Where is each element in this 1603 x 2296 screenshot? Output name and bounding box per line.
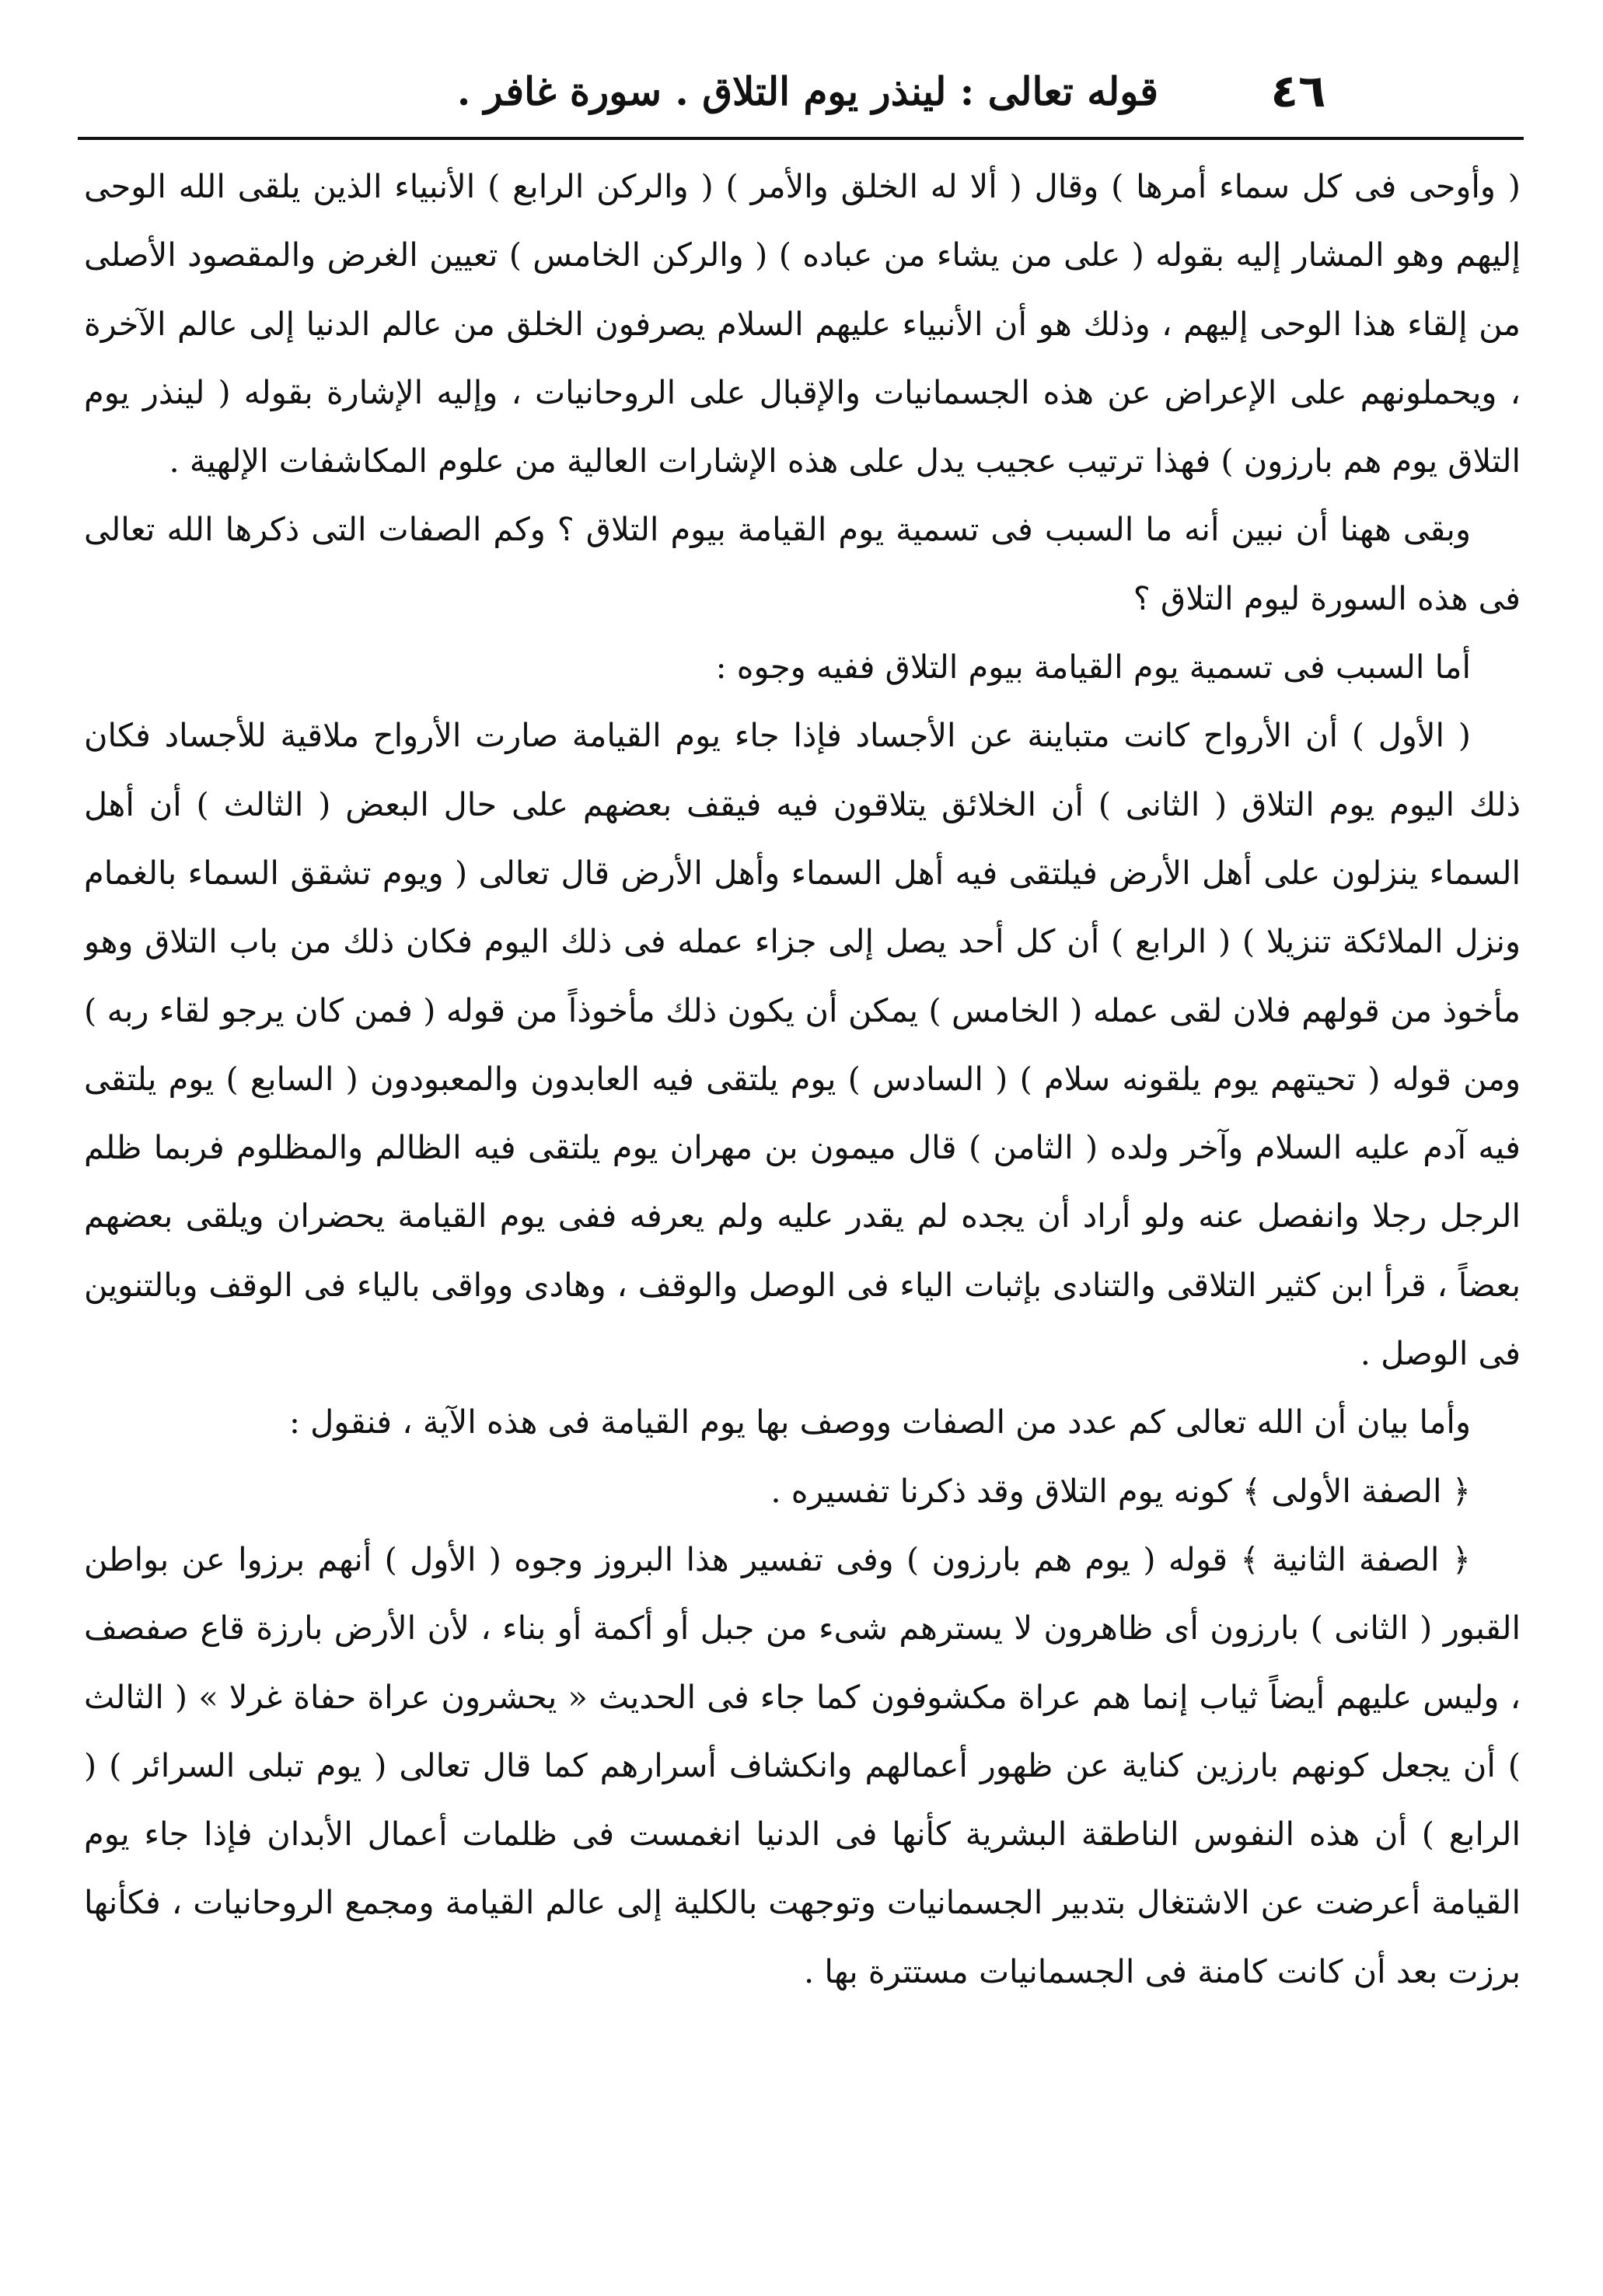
page-number: ٤٦: [1270, 65, 1326, 117]
paragraph: ﴿ الصفة الأولى ﴾ كونه يوم التلاق وقد ذكرنا تفسيره .: [770, 1471, 1471, 1510]
paragraph: ( وأوحى فى كل سماء أمرها ) وقال ( ألا له الخلق والأمر ) ( والركن الرابع ) الأنبياء الذين يلقى الله الوحى إليهم وهو المشار إليه بقوله ( على من يشاء من عباده ) ( والركن الخامس ) تعيين الغرض والمقصود الأصلى من إلقاء هذا الوحى إليهم ، وذلك هو أن الأنبياء عليهم السلام يصرفون الخلق من عالم الدنيا إلى عالم الآخرة ، ويحملونهم على الإعراض عن هذه الجسمانيات والإقبال على الروحانيات ، وإليه الإشارة بقوله ( لينذر يوم التلاق يوم هم بارزون ) فهذا ترتيب عجيب يدل على هذه الإشارات العالية من علوم المكاشفات الإلهية .: [84, 167, 1521, 481]
paragraph: ( الأول ) أن الأرواح كانت متباينة عن الأجساد فإذا جاء يوم القيامة صارت الأرواح ملاقية للأجساد فكان ذلك اليوم يوم التلاق ( الثانى ) أن الخلائق يتلاقون فيه فيقف بعضهم على حال البعض ( الثالث ) أن أهل السماء ينزلون على أهل الأرض فيلتقى فيه أهل السماء وأهل الأرض قال تعالى ( ويوم تشقق السماء بالغمام ونزل الملائكة تنزيلا ) ( الرابع ) أن كل أحد يصل إلى جزاء عمله فى ذلك اليوم فكان ذلك من باب التلاق وهو مأخوذ من قولهم فلان لقى عمله ( الخامس ) يمكن أن يكون ذلك مأخوذاً من قوله ( فمن كان يرجو لقاء ربه ) ومن قوله ( تحيتهم يوم يلقونه سلام ) ( السادس ) يوم يلتقى فيه العابدون والمعبودون ( السابع ) يوم يلتقى فيه آدم عليه السلام وآخر ولده ( الثامن ) قال ميمون بن مهران يوم يلتقى فيه الظالم والمظلوم فربما ظلم الرجل رجلا وانفصل عنه ولو أراد أن يجده لم يقدر عليه ولم يعرفه ففى يوم القيامة يحضران ويلقى بعضهم بعضاً ، قرأ ابن كثير التلاقى والتنادى بإثبات الياء فى الوصل والوقف ، وهادى وواقى بالياء فى الوقف وبالتنوين فى الوصل .: [84, 716, 1521, 1373]
paragraph: أما السبب فى تسمية يوم القيامة بيوم التلاق ففيه وجوه :: [715, 648, 1471, 687]
page-body: [84, 152, 1521, 2244]
paragraph: وأما بيان أن الله تعالى كم عدد من الصفات ووصف بها يوم القيامة فى هذه الآية ، فنقول :: [288, 1403, 1471, 1442]
paragraph: وبقى ههنا أن نبين أنه ما السبب فى تسمية يوم القيامة بيوم التلاق ؟ وكم الصفات التى ذكرها الله تعالى فى هذه السورة ليوم التلاق ؟: [84, 510, 1521, 617]
running-title: قوله تعالى : لينذر يوم التلاق . سورة غافر .: [456, 68, 1158, 114]
header-rule: [78, 137, 1524, 140]
page-header: [78, 48, 1524, 134]
paragraph: ﴿ الصفة الثانية ﴾ قوله ( يوم هم بارزون ) وفى تفسير هذا البروز وجوه ( الأول ) أنهم برزوا عن بواطن القبور ( الثانى ) بارزون أى ظاهرون لا يسترهم شىء من جبل أو أكمة أو بناء ، لأن الأرض بارزة قاع صفصف ، وليس عليهم أيضاً ثياب إنما هم عراة مكشوفون كما جاء فى الحديث « يحشرون عراة حفاة غرلا » ( الثالث ) أن يجعل كونهم بارزين كناية عن ظهور أعمالهم وانكشاف أسرارهم كما قال تعالى ( يوم تبلى السرائر ) ( الرابع ) أن هذه النفوس الناطقة البشرية كأنها فى الدنيا انغمست فى ظلمات أعمال الأبدان فإذا جاء يوم القيامة أعرضت عن الاشتغال بتدبير الجسمانيات وتوجهت بالكلية إلى عالم القيامة ومجمع الروحانيات ، فكأنها برزت بعد أن كانت كامنة فى الجسمانيات مستترة بها .: [84, 1539, 1521, 1990]
